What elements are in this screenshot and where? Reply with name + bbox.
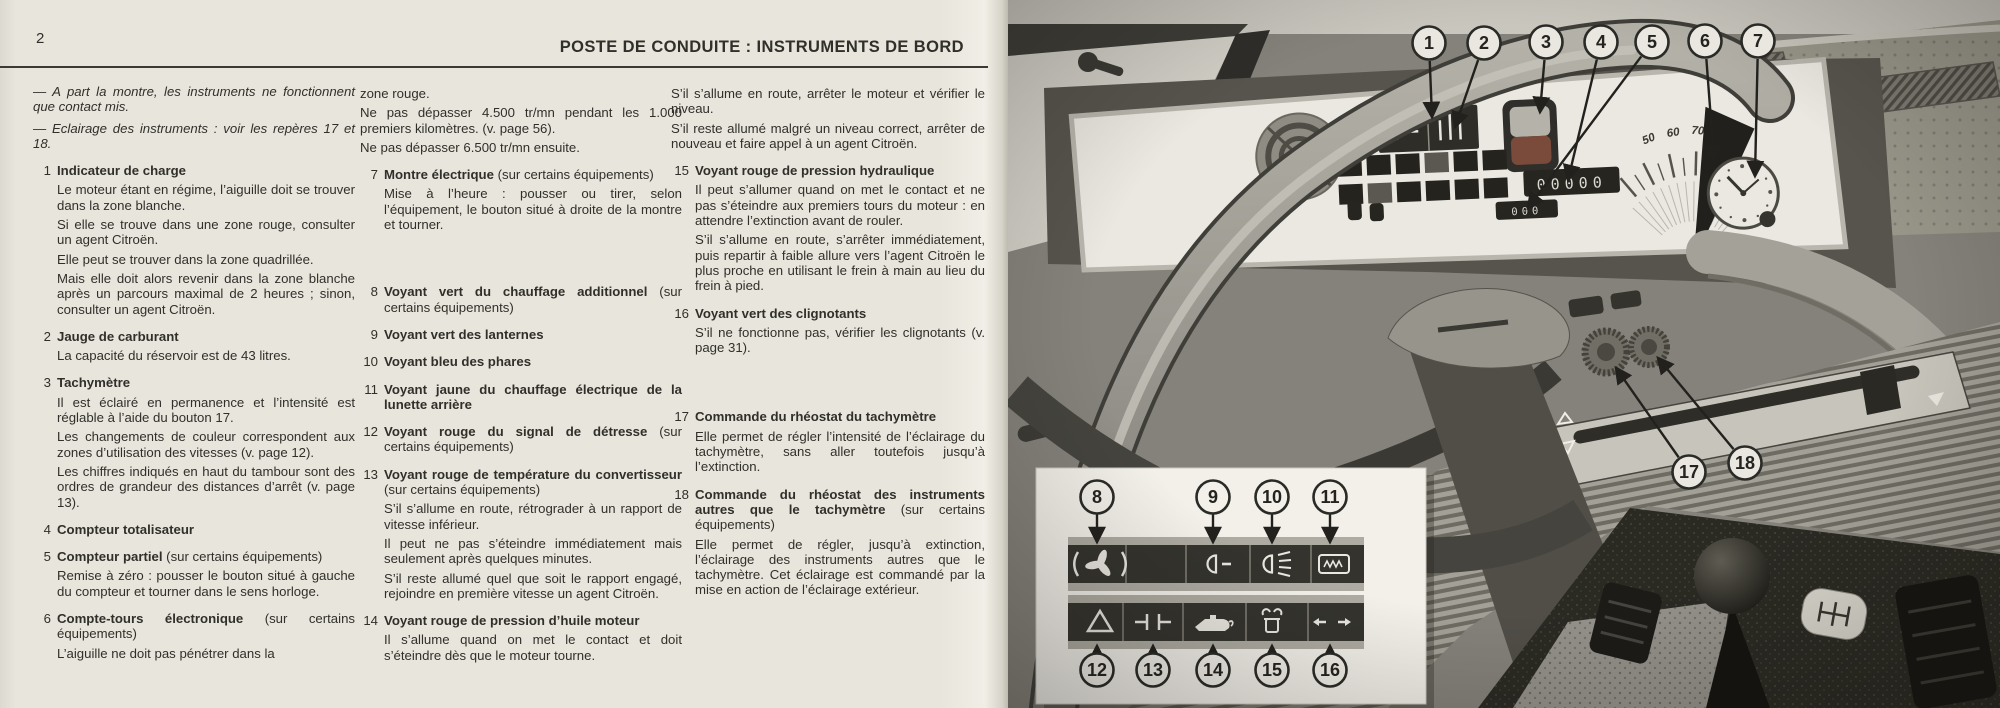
intro-note: — Eclairage des instruments : voir les repères 17 et 18. [33, 120, 355, 151]
paragraph: S’il s’allume en route, s’arrêter immédiatement, puis repartir à faible allure vers l’agent Citroën le plus proche en utilisant le frein à main au lieu du frein à pied. [695, 232, 985, 294]
continued-paragraphs [360, 86, 682, 155]
paragraph: Les changements de couleur correspondent aux zones d’utilisation des vitesses (v. page 12). [57, 429, 355, 460]
item-heading-line [384, 354, 682, 369]
manual-item-6 [33, 611, 355, 661]
intro-note: — A part la montre, les instruments ne fonctionnent que contact mis. [33, 84, 355, 115]
item-heading: Voyant jaune du chauffage électrique de la lunette arrière [384, 381, 682, 412]
item-heading-line [695, 409, 985, 424]
item-heading: Voyant vert des lanternes [384, 326, 544, 342]
continued-paragraphs [671, 86, 985, 151]
manual-item-11 [360, 382, 682, 413]
item-number: 17 [674, 409, 689, 425]
item-heading: Compteur partiel [57, 549, 163, 565]
item-number: 18 [674, 486, 689, 502]
item-heading-line [384, 284, 682, 315]
manual-item-18 [671, 487, 985, 598]
item-heading-suffix: (sur certains équipements) [384, 424, 682, 455]
item-heading: Voyant rouge de pression d’huile moteur [384, 613, 640, 629]
item-heading: Voyant vert du chauffage additionnel [384, 284, 648, 300]
header-rule [0, 66, 988, 68]
paragraph: Les chiffres indiqués en haut du tambour sont des ordres de grandeur des distances d’arrêt (v. page 13). [57, 463, 355, 510]
item-heading: Commande du rhéostat des instruments autres que le tachymètre [695, 486, 985, 517]
item-number: 11 [364, 381, 378, 397]
manual-item-5 [33, 549, 355, 599]
item-number: 10 [363, 354, 378, 370]
paragraph: Ne pas dépasser 4.500 tr/mn pendant les 1.000 premiers kilomètres. (v. page 56). [360, 105, 682, 136]
text-column-2 [360, 78, 682, 663]
svg-text:3: 3 [1540, 32, 1552, 52]
paragraph: Il s’allume quand on met le contact et doit s’éteindre dès que le moteur tourne. [384, 632, 682, 663]
item-heading-line [57, 163, 355, 178]
item-heading: Montre électrique [384, 167, 494, 183]
manual-item-3 [33, 375, 355, 509]
svg-text:1: 1 [1423, 33, 1435, 53]
dashboard-photo [1008, 0, 2000, 708]
item-number: 1 [43, 163, 51, 179]
manual-item-8 [360, 284, 682, 315]
paragraph: S’il s’allume en route, arrêter le moteur et vérifier le niveau. [671, 86, 985, 117]
item-number: 7 [370, 167, 378, 183]
item-heading-suffix: (sur certains équipements) [57, 611, 355, 642]
item-heading: Commande du rhéostat du tachymètre [695, 409, 937, 425]
manual-item-4 [33, 522, 355, 537]
item-heading: Voyant vert des clignotants [695, 305, 867, 321]
page-title: POSTE DE CONDUITE : INSTRUMENTS DE BORD [559, 38, 964, 56]
manual-item-2 [33, 329, 355, 364]
item-heading: Jauge de carburant [57, 328, 179, 344]
item-heading: Compteur totalisateur [57, 521, 195, 537]
item-number: 9 [370, 326, 378, 342]
svg-text:4: 4 [1595, 32, 1607, 52]
item-heading-line [695, 306, 985, 321]
manual-item-1 [33, 163, 355, 317]
item-number: 2 [43, 328, 51, 344]
paragraph: La capacité du réservoir est de 43 litres. [57, 348, 291, 364]
item-heading-line [384, 467, 682, 498]
manual-item-7 [360, 167, 682, 232]
item-number: 13 [363, 466, 378, 482]
item-heading-line [384, 327, 682, 342]
item-heading-suffix: (sur certains équipements) [162, 549, 323, 565]
manual-item-10 [360, 354, 682, 369]
manual-item-12 [360, 424, 682, 455]
item-heading: Voyant rouge de température du convertisseur [384, 466, 682, 482]
item-number: 14 [363, 613, 378, 629]
svg-text:17: 17 [1678, 462, 1700, 482]
svg-text:18: 18 [1734, 453, 1756, 473]
item-number: 6 [43, 611, 51, 627]
paragraph: Si elle se trouve dans une zone rouge, consulter un agent Citroën. [57, 217, 355, 248]
svg-text:6: 6 [1699, 31, 1711, 51]
item-number: 12 [363, 424, 378, 440]
item-heading: Compte-tours électronique [57, 611, 244, 627]
item-number: 3 [43, 375, 51, 391]
item-heading-line [384, 167, 682, 182]
item-heading-line [695, 163, 985, 178]
item-heading-suffix: (sur certains équipements) [384, 482, 541, 498]
manual-item-9 [360, 327, 682, 342]
item-heading-line [57, 611, 355, 642]
item-heading-suffix: (sur certains équipements) [695, 501, 985, 533]
item-number: 5 [43, 549, 51, 565]
paragraph: Il peut ne pas s’éteindre immédiatement mais seulement après quelques minutes. [384, 535, 682, 567]
item-heading: Voyant rouge de pression hydraulique [695, 163, 935, 179]
manual-item-16 [671, 306, 985, 356]
paragraph: zone rouge. [360, 86, 430, 101]
text-column-1 [33, 78, 355, 661]
paragraph: S’il s’allume en route, rétrograder à un rapport de vitesse inférieur. [384, 501, 682, 532]
paragraph: S’il reste allumé malgré un niveau correct, arrêter de nouveau et faire appel à un agent Citroën. [671, 120, 985, 151]
paragraph: S’il ne fonctionne pas, vérifier les clignotants (v. page 31). [695, 324, 985, 356]
item-number: 8 [370, 284, 378, 300]
paragraph: L’aiguille ne doit pas pénétrer dans la [57, 645, 275, 661]
paragraph: Ne pas dépasser 6.500 tr/mn ensuite. [360, 139, 580, 155]
item-heading-line [384, 382, 682, 413]
photo-vignette [1008, 0, 2000, 708]
item-heading-line [384, 424, 682, 455]
paragraph: Il est éclairé en permanence et l’intensité est réglable à l’aide du bouton 17. [57, 394, 355, 426]
paragraph: S’il reste allumé quel que soit le rapport engagé, rejoindre en première vitesse un agent Citroën. [384, 570, 682, 601]
item-number: 15 [674, 163, 689, 179]
dashboard-photo-svg [1008, 0, 2000, 708]
item-heading-line [57, 329, 355, 344]
item-number: 4 [43, 521, 51, 537]
svg-text:5: 5 [1646, 32, 1658, 52]
svg-text:2: 2 [1478, 33, 1490, 53]
paragraph: Remise à zéro : pousser le bouton situé à gauche du compteur et tourner dans le sens horloge. [57, 568, 355, 599]
item-heading-line [384, 613, 682, 628]
text-column-3 [671, 78, 985, 598]
manual-item-17 [671, 409, 985, 474]
item-heading: Voyant bleu des phares [384, 354, 532, 370]
manual-item-15 [671, 163, 985, 293]
paragraph: Mais elle doit alors revenir dans la zone blanche après un parcours maximal de 2 heures ; sinon, consulter un agent Citroën. [57, 270, 355, 317]
item-heading: Indicateur de charge [57, 163, 186, 179]
paragraph: Le moteur étant en régime, l’aiguille doit se trouver dans la zone blanche. [57, 182, 355, 213]
page-number: 2 [36, 30, 45, 47]
manual-item-13 [360, 467, 682, 601]
item-heading-line [695, 487, 985, 533]
paragraph: Elle permet de régler, jusqu’à extinction, l’éclairage des instruments autres que le tachymètre. Cet éclairage est commandé par la mise en action de l’éclairage extérieur. [695, 536, 985, 598]
item-heading-suffix: (sur certains équipements) [493, 167, 654, 183]
item-heading-suffix: (sur certains équipements) [384, 284, 683, 315]
item-number: 16 [674, 305, 689, 321]
item-heading-line [57, 549, 355, 564]
paragraph: Elle peut se trouver dans la zone quadrillée. [57, 251, 314, 267]
paragraph: Mise à l’heure : pousser ou tirer, selon l’équipement, le bouton situé à droite de la montre et tourner. [384, 186, 682, 233]
item-heading-line [57, 522, 355, 537]
manual-item-14 [360, 613, 682, 663]
item-heading: Tachymètre [57, 375, 131, 391]
paragraph: Elle permet de régler l’intensité de l’éclairage du tachymètre, sans aller toutefois jusqu’à l’extinction. [695, 428, 985, 475]
item-heading-line [57, 375, 355, 390]
paragraph: Il peut s’allumer quand on met le contact et ne pas s’éteindre aux premiers tours du moteur : en attendre l’extinction avant de rouler. [695, 182, 985, 229]
item-heading: Voyant rouge du signal de détresse [384, 424, 648, 440]
svg-text:7: 7 [1752, 31, 1764, 51]
